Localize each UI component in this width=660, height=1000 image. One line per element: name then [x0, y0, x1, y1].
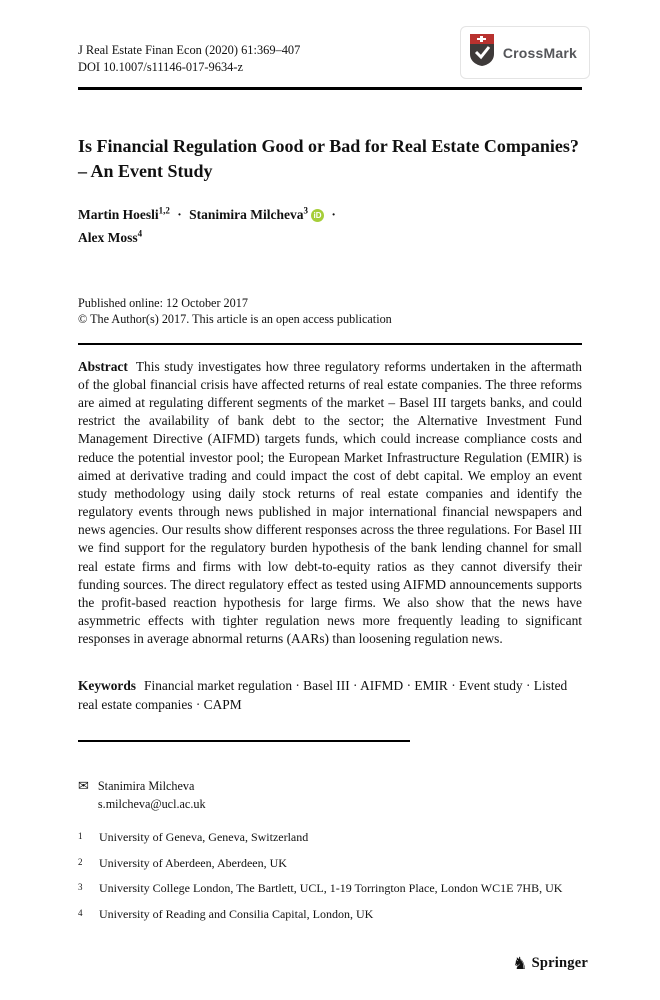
abstract-text: This study investigates how three regulatory reforms undertaken in the aftermath of the global financial crisis have affected returns of real estate companies. The three reforms are aimed at regulating different segments of the market – Basel III targets banks, and could restrict the availability of bank debt to the sector; the Alternative Investment Fund Management Directive (AIFMD) targets funds, which could increase compliance costs and reduce the potential investor pool; the European Market Infrastructure Regulation (EMIR) is aimed at derivative trading and could impact the cost of debt capital. We employ an event study methodology using daily stock returns of real estate companies and identify the regulatory events through news published in major international financial newspapers and news agencies. Our results show different responses across the three regulations. For Basel III we find support for the regulatory burden hypothesis of the bank lending channel for small real estate firms and firms with low debt-to-equity ratios as they cannot diversify their funding sources. The direct regulatory effect as tested using AIFMD announcements supports the profit-based reaction hypothesis for large firms. We also show that the news have asymmetric effects with tighter regulation news more frequently leading to significant responses in average abnormal returns (AARs) than loosening regulation news.: [78, 358, 582, 647]
corresponding-author-name: Stanimira Milcheva: [97, 778, 195, 793]
affiliations-list: [78, 830, 582, 922]
affiliation-text: University of Reading and Consilia Capital, London, UK: [99, 906, 374, 921]
corresponding-author-email[interactable]: s.milcheva@ucl.ac.uk: [97, 796, 206, 811]
affiliation-row: [78, 907, 582, 923]
crossmark-shield-icon: [469, 33, 495, 72]
author-superscript: 4: [137, 228, 143, 239]
published-online: Published online: 12 October 2017: [78, 296, 248, 311]
affiliation-text: University of Aberdeen, Aberdeen, UK: [99, 855, 287, 870]
publication-info: [78, 296, 582, 328]
authors-line: [78, 203, 582, 250]
envelope-icon: ✉: [78, 777, 89, 793]
abstract-label: Abstract: [78, 358, 128, 374]
correspondence-details: [98, 778, 206, 813]
author-name: Martin Hoesli: [78, 206, 159, 222]
author-superscript: 3: [303, 205, 309, 216]
doi: DOI 10.1007/s11146-017-9634-z: [78, 60, 243, 75]
keywords-section: [78, 677, 582, 715]
affiliation-number: 4: [78, 907, 83, 918]
copyright-notice: © The Author(s) 2017. This article is an open access publication: [78, 311, 392, 326]
author-name: Stanimira Milcheva: [189, 206, 304, 222]
correspondence-block: [78, 778, 582, 813]
affiliation-number: 2: [78, 856, 83, 867]
keywords-label: Keywords: [78, 678, 137, 694]
paper-title: Is Financial Regulation Good or Bad for Real Estate Companies? – An Event Study: [78, 135, 579, 182]
author-superscript: 1,2: [158, 205, 170, 216]
abstract-section: [78, 358, 582, 649]
affiliation-row: [78, 856, 582, 872]
footnote-divider: [78, 740, 410, 742]
crossmark-label: CrossMark: [502, 44, 577, 61]
springer-wordmark: Springer: [531, 955, 588, 971]
orcid-icon[interactable]: iD: [311, 209, 324, 222]
affiliation-text: University College London, The Bartlett, UCL, 1-19 Torrington Place, London WC1E 7HB, UK: [99, 881, 563, 896]
author-name: Alex Moss: [78, 230, 138, 246]
journal-reference: J Real Estate Finan Econ (2020) 61:369–407: [78, 43, 301, 57]
author-separator: ·: [331, 206, 336, 222]
affiliation-number: 1: [78, 831, 83, 842]
affiliation-row: [78, 830, 582, 846]
keywords-text: Financial market regulation · Basel III · AIFMD · EMIR · Event study · Listed real estate companies · CAPM: [78, 678, 568, 713]
springer-knight-icon: ♞: [512, 954, 528, 973]
affiliation-number: 3: [78, 882, 83, 893]
header-divider: [78, 87, 582, 90]
abstract-divider: [78, 343, 582, 345]
crossmark-logo[interactable]: [460, 26, 590, 79]
affiliation-row: [78, 881, 582, 897]
author-separator: ·: [177, 206, 182, 222]
springer-logo: [512, 955, 588, 972]
affiliation-text: University of Geneva, Geneva, Switzerland: [99, 830, 309, 845]
